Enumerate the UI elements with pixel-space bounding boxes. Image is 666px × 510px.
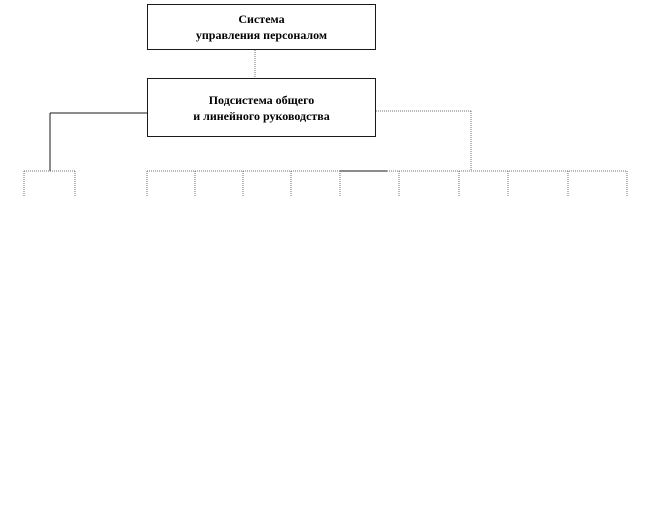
- node-subsystem-line-2: и линейного руководства: [193, 108, 330, 123]
- node-general-line-management-subsystem: [147, 78, 376, 137]
- node-subsystem-line-1: Подсистема общего: [208, 92, 315, 107]
- node-root-line-2: управления персоналом: [195, 28, 328, 42]
- node-root-line-1: Система: [238, 12, 285, 26]
- node-personnel-management-system: [147, 4, 376, 50]
